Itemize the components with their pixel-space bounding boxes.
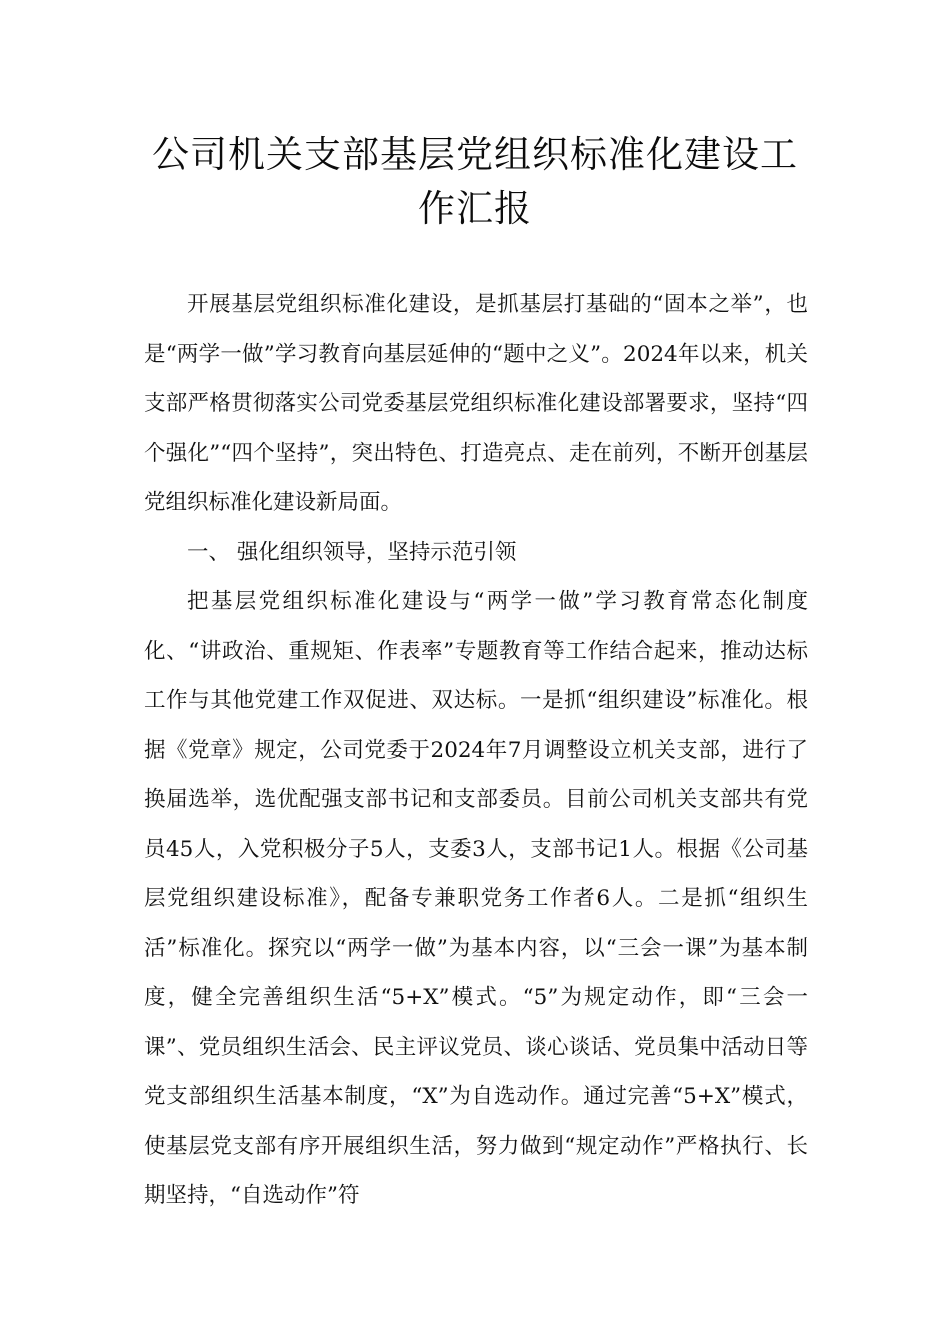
section-1-paragraph: 把基层党组织标准化建设与“两学一做”学习教育常态化制度化、“讲政治、重规矩、作表率”专题教育等工作结合起来，推动达标工作与其他党建工作双促进、双达标。一是抓“组织建设”标准化。根据《党章》规定，公司党委于2024年7月调整设立机关支部，进行了换届选举，选优配强支部书记和支部委员。目前公司机关支部共有党员45人，入党积极分子5人，支委3人，支部书记1人。根据《公司基层党组织建设标准》，配备专兼职党务工作者6人。二是抓“组织生活”标准化。探究以“两学一做”为基本内容，以“三会一课”为基本制度，健全完善组织生活“5+X”模式。“5”为规定动作，即“三会一课”、党员组织生活会、民主评议党员、谈心谈话、党员集中活动日等党支部组织生活基本制度，“X”为自选动作。通过完善“5+X”模式，使基层党支部有序开展组织生活，努力做到“规定动作”严格执行、长期坚持，“自选动作”符	[144, 589, 808, 1208]
intro-paragraph: 开展基层党组织标准化建设，是抓基层打基础的“固本之举”，也是“两学一做”学习教育向基层延伸的“题中之义”。2024年以来，机关支部严格贯彻落实公司党委基层党组织标准化建设部署要求，坚持“四个强化”“四个坚持”，突出特色、打造亮点、走在前列，不断开创基层党组织标准化建设新局面。	[144, 292, 808, 515]
document-body	[144, 280, 808, 1221]
title-line-1: 公司机关支部基层党组织标准化建设工	[152, 133, 798, 176]
section-1-heading: 一、 强化组织领导，坚持示范引领	[187, 539, 517, 565]
title-line-2: 作汇报	[418, 187, 532, 230]
document-title	[120, 128, 830, 236]
